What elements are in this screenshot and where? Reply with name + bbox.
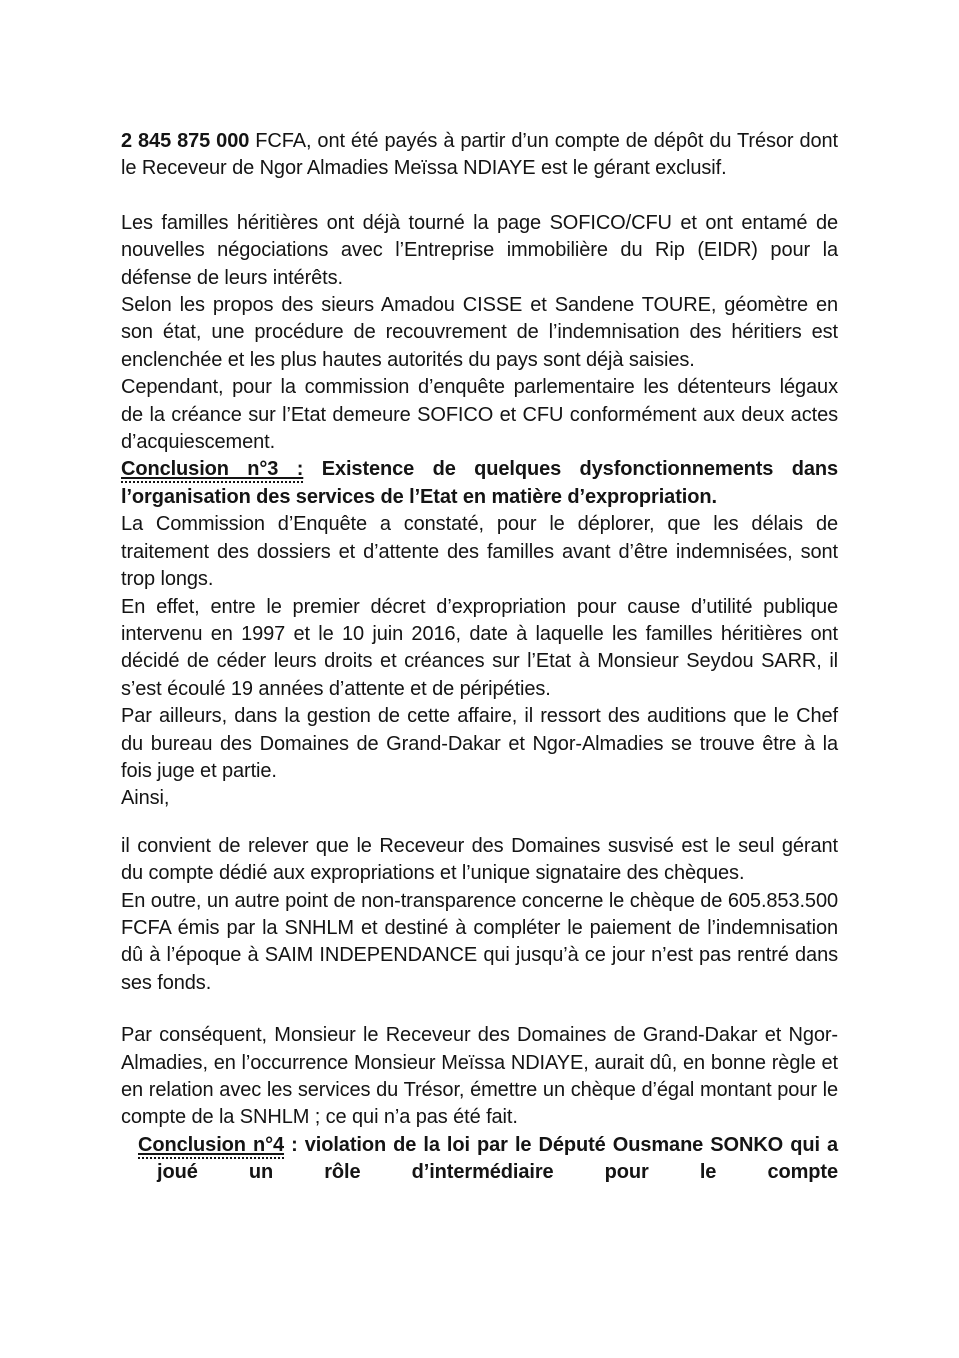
paragraph-cependant: Cependant, pour la commission d’enquête parlementaire les détenteurs légaux de la créance sur l’Etat demeure SOFICO et CFU conformément aux deux actes d’acquiescement. [121, 376, 838, 454]
section-heading-conclusion-4 [121, 1132, 838, 1187]
paragraph-familles-heritieres: Les familles héritières ont déjà tourné la page SOFICO/CFU et ont entamé de nouvelles négociations avec l’Entreprise immobilière du Rip (EIDR) pour la défense de leurs intérêts. [121, 211, 838, 289]
section-heading-conclusion-3 [121, 456, 838, 511]
paragraph-intro [121, 128, 838, 183]
paragraph-en-outre: En outre, un autre point de non-transparence concerne le chèque de 605.853.500 FCFA émis par la SNHLM et destiné à compléter le paiement de l’indemnisation dû à l’époque à SAIM INDEPENDANCE qui jusqu’à ce jour n’est pas rentré dans ses fonds. [121, 889, 838, 994]
conclusion-4-title: : violation de la loi par le Député Ousmane SONKO qui a joué un rôle d’intermédiaire pour le compte [157, 1133, 838, 1184]
conclusion-3-title: Existence de quelques dysfonctionnements dans l’organisation des services de l’Etat en matière d’expropriation. [121, 458, 838, 508]
paragraph-en-effet: En effet, entre le premier décret d’expropriation pour cause d’utilité publique intervenu en 1997 et le 10 juin 2016, date à laquelle les familles héritières ont décidé de céder leurs droits et créances sur l’Etat à Monsieur Seydou SARR, il s’est écoulé 19 années d’attente et de péripéties. [121, 595, 838, 700]
paragraph-il-convient: il convient de relever que le Receveur des Domaines susvisé est le seul gérant du compte dédié aux expropriations et l’unique signataire des chèques. [121, 834, 838, 885]
paragraph-commission-enquete: La Commission d’Enquête a constaté, pour le déplorer, que les délais de traitement des dossiers et d’attente des familles avant d’être indemnisées, sont trop longs. [121, 513, 838, 591]
conclusion-3-label: Conclusion n°3 : [121, 458, 303, 483]
paragraph-ainsi: Ainsi, [121, 787, 170, 810]
paragraph-par-consequent: Par conséquent, Monsieur le Receveur des Domaines de Grand-Dakar et Ngor-Almadies, en l’occurrence Monsieur Meïssa NDIAYE, aurait dû, en bonne règle et en relation avec les services du Trésor, émettre un chèque d’égal montant pour le compte de la SNHLM ; ce qui n’a pas été fait. [121, 1024, 838, 1129]
paragraph-selon-propos: Selon les propos des sieurs Amadou CISSE et Sandene TOURE, géomètre en son état, une procédure de recouvrement de l’indemnisation des héritiers est enclenchée et les plus hautes autorités du pays sont déjà saisies. [121, 294, 838, 371]
paragraph-par-ailleurs: Par ailleurs, dans la gestion de cette affaire, il ressort des auditions que le Chef du bureau des Domaines de Grand-Dakar et Ngor-Almadies se trouve être à la fois juge et partie. [121, 705, 838, 782]
paragraph-intro-text: FCFA, ont été payés à partir d’un compte de dépôt du Trésor dont le Receveur de Ngor Almadies Meïssa NDIAYE est le gérant exclusif. [121, 130, 838, 180]
conclusion-4-label: Conclusion n°4 [138, 1134, 284, 1159]
amount-figure: 2 845 875 000 [121, 130, 250, 152]
document-page [121, 128, 838, 1187]
